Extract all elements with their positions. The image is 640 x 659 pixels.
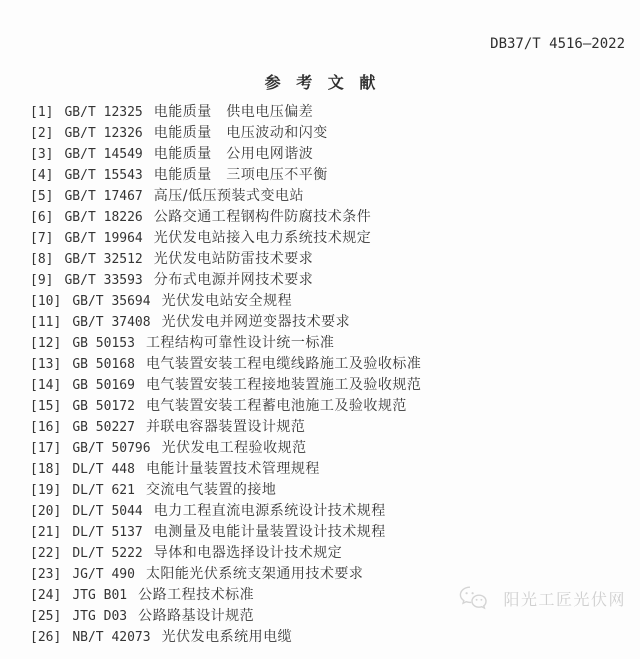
list-item: [30, 207, 634, 228]
ref-title: 公路工程技术标准: [138, 587, 255, 603]
ref-index: [23]: [30, 567, 62, 582]
ref-index: [9]: [30, 273, 54, 288]
ref-title: 光伏发电并网逆变器技术要求: [161, 314, 351, 330]
ref-index: [8]: [30, 252, 54, 267]
list-item: [30, 522, 634, 543]
ref-index: [3]: [30, 147, 54, 162]
ref-index: [18]: [30, 462, 62, 477]
ref-title: 光伏发电站防雷技术要求: [153, 251, 314, 267]
list-item: [30, 396, 634, 417]
ref-index: [19]: [30, 483, 62, 498]
list-item: [30, 480, 634, 501]
list-item: [30, 501, 634, 522]
list-item: [30, 312, 634, 333]
ref-code: GB/T 12325: [64, 105, 143, 120]
ref-code: JTG D03: [72, 609, 128, 624]
ref-title: 电气装置安装工程电缆线路施工及验收标准: [145, 356, 422, 372]
ref-title: 电测量及电能计量装置设计技术规程: [153, 524, 386, 540]
ref-index: [17]: [30, 441, 62, 456]
ref-index: [24]: [30, 588, 62, 603]
list-item: [30, 228, 634, 249]
ref-title: 电力工程直流电源系统设计技术规程: [153, 503, 386, 519]
ref-index: [16]: [30, 420, 62, 435]
ref-index: [20]: [30, 504, 62, 519]
list-item: [30, 249, 634, 270]
ref-title: 电气装置安装工程蓄电池施工及验收规范: [145, 398, 407, 414]
ref-title: 电能质量 三项电压不平衡: [153, 167, 328, 183]
list-item: [30, 270, 634, 291]
list-item: [30, 459, 634, 480]
doc-number: DB37/T 4516—2022: [490, 36, 625, 52]
ref-index: [5]: [30, 189, 54, 204]
list-item: [30, 102, 634, 123]
ref-code: GB/T 14549: [64, 147, 143, 162]
list-item: [30, 123, 634, 144]
ref-index: [13]: [30, 357, 62, 372]
ref-index: [7]: [30, 231, 54, 246]
ref-code: NB/T 42073: [72, 630, 151, 645]
ref-index: [11]: [30, 315, 62, 330]
ref-code: GB/T 12326: [64, 126, 143, 141]
ref-title: 电能计量装置技术管理规程: [145, 461, 320, 477]
ref-code: JG/T 490: [72, 567, 135, 582]
ref-index: [10]: [30, 294, 62, 309]
ref-index: [6]: [30, 210, 54, 225]
page-title: 参 考 文 献: [264, 73, 381, 92]
ref-code: GB 50168: [72, 357, 135, 372]
ref-code: GB/T 32512: [64, 252, 143, 267]
ref-code: GB/T 18226: [64, 210, 143, 225]
ref-index: [22]: [30, 546, 62, 561]
ref-code: DL/T 621: [72, 483, 135, 498]
list-item: [30, 144, 634, 165]
ref-title: 并联电容器装置设计规范: [145, 419, 306, 435]
ref-title: 光伏发电系统用电缆: [161, 629, 293, 645]
list-item: [30, 438, 634, 459]
list-item: [30, 333, 634, 354]
watermark-text: 阳光工匠光伏网: [503, 589, 626, 609]
ref-code: GB/T 15543: [64, 168, 143, 183]
wechat-icon: [458, 547, 498, 649]
ref-index: [12]: [30, 336, 62, 351]
ref-title: 电能质量 供电电压偏差: [153, 104, 314, 120]
ref-title: 电能质量 公用电网谐波: [153, 146, 314, 162]
ref-code: GB/T 33593: [64, 273, 143, 288]
ref-title: 光伏发电工程验收规范: [161, 440, 307, 456]
ref-title: 光伏发电站接入电力系统技术规定: [153, 230, 372, 246]
list-item: [30, 375, 634, 396]
ref-title: 公路交通工程钢构件防腐技术条件: [153, 209, 372, 225]
ref-index: [4]: [30, 168, 54, 183]
list-item: [30, 291, 634, 312]
ref-code: GB/T 17467: [64, 189, 143, 204]
ref-index: [26]: [30, 630, 62, 645]
list-item: [30, 165, 634, 186]
ref-title: 光伏发电站安全规程: [161, 293, 293, 309]
ref-index: [2]: [30, 126, 54, 141]
ref-title: 分布式电源并网技术要求: [153, 272, 314, 288]
list-item: [30, 186, 634, 207]
ref-index: [14]: [30, 378, 62, 393]
ref-title: 太阳能光伏系统支架通用技术要求: [145, 566, 364, 582]
ref-title: 电能质量 电压波动和闪变: [153, 125, 328, 141]
ref-title: 交流电气装置的接地: [145, 482, 277, 498]
ref-index: [1]: [30, 105, 54, 120]
ref-code: DL/T 5137: [72, 525, 143, 540]
ref-code: DL/T 448: [72, 462, 135, 477]
ref-code: DL/T 5044: [72, 504, 143, 519]
ref-code: GB/T 37408: [72, 315, 151, 330]
ref-index: [25]: [30, 609, 62, 624]
list-item: [30, 417, 634, 438]
ref-title: 工程结构可靠性设计统一标准: [145, 335, 335, 351]
watermark: [458, 547, 626, 649]
ref-title: 导体和电器选择设计技术规定: [153, 545, 343, 561]
ref-code: GB 50227: [72, 420, 135, 435]
ref-code: GB/T 19964: [64, 231, 143, 246]
ref-code: GB 50169: [72, 378, 135, 393]
ref-index: [21]: [30, 525, 62, 540]
ref-code: GB/T 35694: [72, 294, 151, 309]
ref-code: GB 50172: [72, 399, 135, 414]
ref-title: 高压/低压预装式变电站: [153, 188, 304, 204]
ref-code: JTG B01: [72, 588, 128, 603]
ref-title: 电气装置安装工程接地装置施工及验收规范: [145, 377, 422, 393]
ref-code: GB/T 50796: [72, 441, 151, 456]
ref-code: GB 50153: [72, 336, 135, 351]
ref-code: DL/T 5222: [72, 546, 143, 561]
ref-index: [15]: [30, 399, 62, 414]
ref-title: 公路路基设计规范: [138, 608, 255, 624]
list-item: [30, 354, 634, 375]
